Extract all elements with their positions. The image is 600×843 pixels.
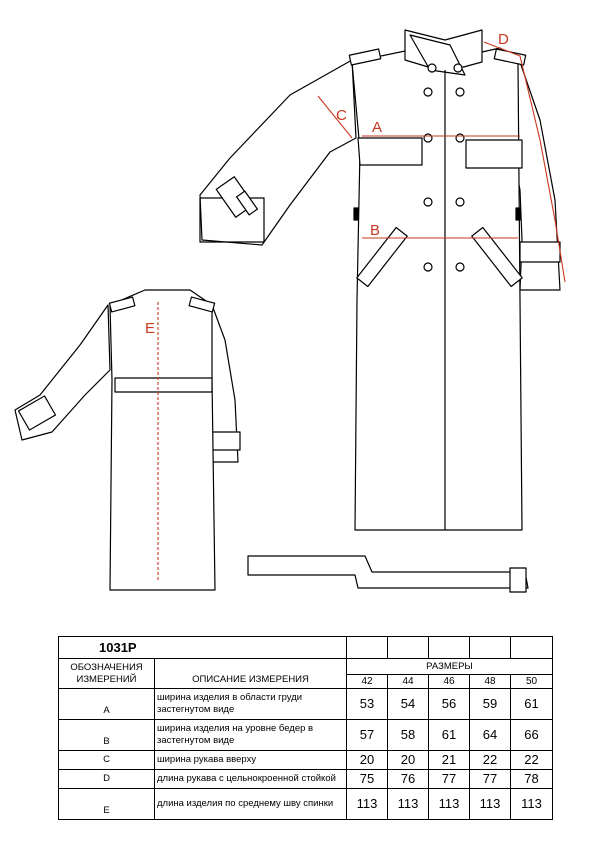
header-codes: ОБОЗНАЧЕНИЯ ИЗМЕРЕНИЙ xyxy=(59,659,155,689)
belt-strap xyxy=(248,556,528,588)
row-value: 61 xyxy=(511,689,553,720)
table-row xyxy=(59,751,553,770)
belt xyxy=(248,556,528,592)
belt-buckle xyxy=(510,568,526,592)
header-sizes: РАЗМЕРЫ xyxy=(347,659,553,675)
row-code: A xyxy=(59,689,155,720)
size-50: 50 xyxy=(511,675,553,689)
row-value: 77 xyxy=(429,770,470,789)
front-belt-loop-left xyxy=(354,208,358,220)
table-row xyxy=(59,770,553,789)
row-value: 76 xyxy=(388,770,429,789)
row-code: B xyxy=(59,720,155,751)
header-description: ОПИСАНИЕ ИЗМЕРЕНИЯ xyxy=(155,659,347,689)
size-chart-table xyxy=(58,636,553,820)
row-code: C xyxy=(59,751,155,770)
row-description: ширина рукава вверху xyxy=(155,751,347,770)
size-46: 46 xyxy=(429,675,470,689)
row-value: 66 xyxy=(511,720,553,751)
table-row xyxy=(59,689,553,720)
front-left-sleeve xyxy=(200,60,356,245)
back-view xyxy=(15,290,240,590)
row-description: ширина изделия на уровне бедер в застегнутом виде xyxy=(155,720,347,751)
row-value: 113 xyxy=(388,789,429,820)
row-value: 61 xyxy=(429,720,470,751)
row-description: длина изделия по среднему шву спинки xyxy=(155,789,347,820)
row-value: 20 xyxy=(388,751,429,770)
size-44: 44 xyxy=(388,675,429,689)
row-code: D xyxy=(59,770,155,789)
row-value: 21 xyxy=(429,751,470,770)
row-value: 75 xyxy=(347,770,388,789)
measure-label-c: C xyxy=(336,107,347,124)
row-value: 22 xyxy=(470,751,511,770)
row-value: 22 xyxy=(511,751,553,770)
model-code: 1031Р xyxy=(59,637,347,659)
row-value: 54 xyxy=(388,689,429,720)
front-yoke-left xyxy=(358,138,422,165)
row-value: 20 xyxy=(347,751,388,770)
row-value: 113 xyxy=(347,789,388,820)
measure-label-a: A xyxy=(372,119,383,136)
measure-label-e: E xyxy=(145,320,156,337)
front-belt-loop-right xyxy=(516,208,520,220)
row-value: 64 xyxy=(470,720,511,751)
measure-label-d: D xyxy=(498,31,509,48)
front-view xyxy=(200,30,560,530)
row-value: 59 xyxy=(470,689,511,720)
row-description: длина рукава с цельнокроенной стойкой xyxy=(155,770,347,789)
row-code: E xyxy=(59,789,155,820)
back-body xyxy=(110,290,215,590)
front-right-cuff-strap xyxy=(520,242,560,262)
row-value: 58 xyxy=(388,720,429,751)
row-value: 56 xyxy=(429,689,470,720)
size-42: 42 xyxy=(347,675,388,689)
row-value: 113 xyxy=(429,789,470,820)
row-value: 113 xyxy=(511,789,553,820)
row-value: 78 xyxy=(511,770,553,789)
row-value: 77 xyxy=(470,770,511,789)
row-description: ширина изделия в области груди застегнутом виде xyxy=(155,689,347,720)
row-value: 57 xyxy=(347,720,388,751)
row-value: 113 xyxy=(470,789,511,820)
row-value: 53 xyxy=(347,689,388,720)
size-48: 48 xyxy=(470,675,511,689)
front-yoke-right xyxy=(466,140,522,168)
measure-label-b: B xyxy=(370,222,381,239)
table-row xyxy=(59,720,553,751)
table-row xyxy=(59,789,553,820)
back-yoke xyxy=(115,378,212,392)
